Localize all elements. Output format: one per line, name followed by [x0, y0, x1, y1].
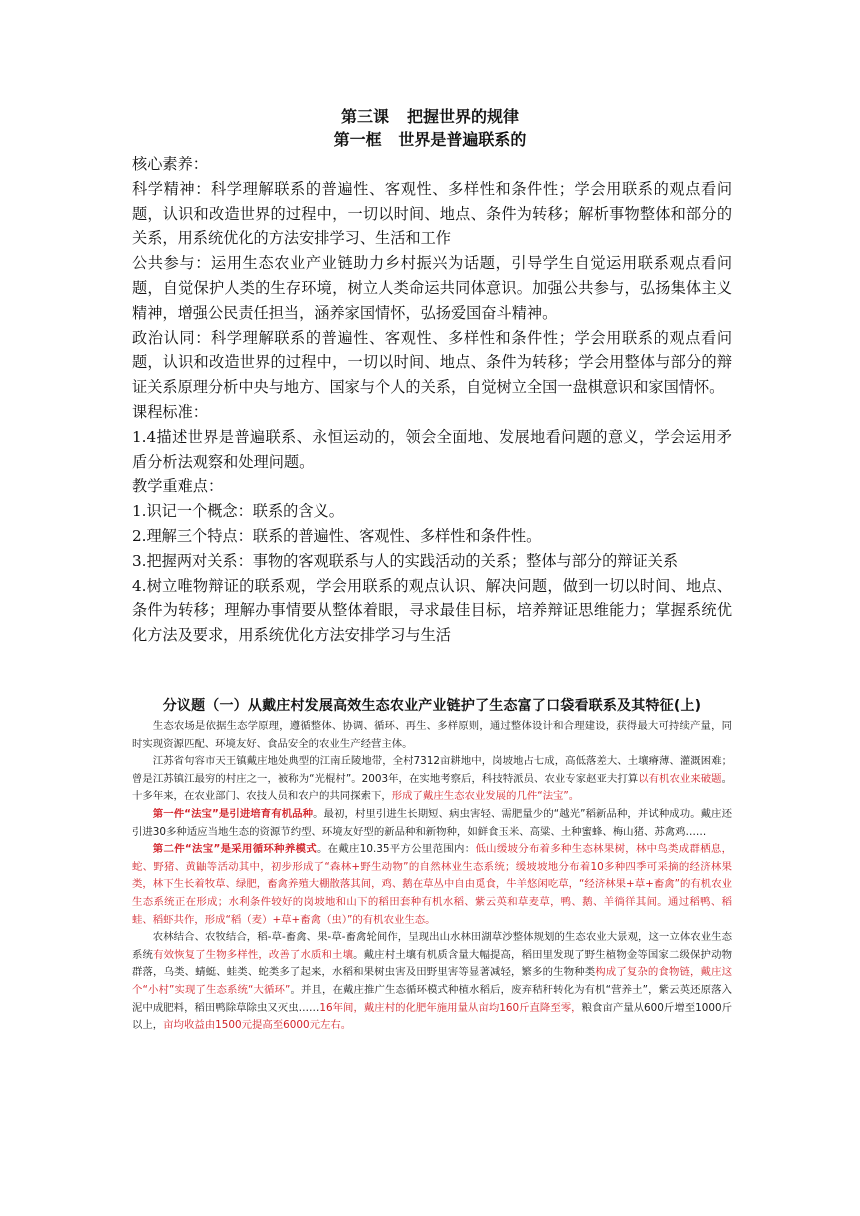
- highlight-text: 第一件“法宝”是引进培育有机品种: [152, 807, 314, 820]
- text-run: 粮食亩产量从600斤增至1000斤以上，: [132, 1001, 733, 1032]
- text-run: 农林结合、农牧结合，稻-草-畜禽、果-草-畜禽轮间作，呈现出山水林田湖草沙整体规划的生态农业大景观，这一立体农业生态系统: [132, 931, 732, 961]
- figure-paragraph-4: [132, 841, 732, 929]
- public-participation-paragraph: 公共参与：运用生态农业产业链助力乡村振兴为话题，引导学生自觉运用联系观点看问题，自觉保护人类的生存环境，树立人类命运共同体意识。加强公共参与，弘扬集体主义精神，增强公民责任担当，涵养家国情怀，弘扬爱国奋斗精神。: [132, 254, 732, 322]
- key-point-3: 3.把握两对关系：事物的客观联系与人的实践活动的关系；整体与部分的辩证关系: [132, 551, 679, 570]
- key-points-heading: 教学重难点：: [132, 477, 224, 496]
- lesson-title: [0, 106, 860, 128]
- key-point-2: 2.理解三个特点：联系的普遍性、客观性、多样性和条件性。: [132, 526, 542, 545]
- political-identity-paragraph: 政治认同：科学理解联系的普遍性、客观性、多样性和条件性；学会用联系的观点看问题，认识和改造世界的过程中，一切以时间、地点、条件为转移；学会用整体与部分的辩证关系原理分析中央与地方、国家与个人的关系，自觉树立全国一盘棋意识和家国情怀。: [132, 328, 732, 397]
- figure-title: 分议题（一）从戴庄村发展高效生态农业产业链护了生态富了口袋看联系及其特征(上): [162, 698, 702, 714]
- highlight-text: 亩均收益由1500元提高至6000元左右。: [163, 1019, 352, 1032]
- lesson-name: 把握世界的规律: [407, 107, 520, 126]
- curriculum-standard-paragraph: 1.4描述世界是普遍联系、永恒运动的，领会全面地、发展地看问题的意义，学会运用矛盾分析法观察和处理问题。: [132, 427, 732, 471]
- highlight-text: 第二件“法宝”是采用循环种养模式: [152, 843, 317, 856]
- text-run: 。戴庄村土壤有机质含量大幅提高，稻田里发现了野生植物金等国家二级保护动物群落，乌类、蜻蜓、蛙类、蛇类多了起来，水稻和果树虫害及田野里害等显著减轻，繁多的生物种类: [132, 948, 733, 979]
- highlight-text: 16年间，戴庄村的化肥年施用量从亩均160斤直降至零，: [319, 1001, 582, 1014]
- highlight-text: 有效恢复了生物多样性，改善了水质和土壤: [153, 948, 354, 961]
- science-spirit-paragraph: 科学精神：科学理解联系的普遍性、客观性、多样性和条件性；学会用联系的观点看问题，认识和改造世界的过程中，一切以时间、地点、条件为转移；解析事物整体和部分的关系，用系统优化的方法安排学习、生活和工作: [132, 179, 732, 248]
- text-run: 。最初，村里引进生长期短、病虫害轻、需肥量少的“越光”稻新品种，并试种成功。戴庄还引进30多种适应当地生态的资源节约型、环境友好型的新品种和新物种，如鲜食玉米、高粱、土种蜜蜂、梅山猪、苏禽鸡……: [132, 807, 732, 838]
- figure-paragraph-3: [132, 806, 732, 841]
- text-run: 。并且，在戴庄推广生态循环模式种植水稻后，废弃秸秆转化为有机“营养土”，紫云英还原落入泥中成肥料，稻田鸭除草除虫又灭虫……: [132, 983, 733, 1014]
- highlight-text: 形成了戴庄生态农业发展的几件“法宝”。: [391, 790, 580, 803]
- text-run: 。在戴庄10.35平方公里范围内：: [316, 843, 476, 856]
- section-title: 第一框 世界是普遍联系的: [333, 130, 527, 149]
- highlight-text: 低山缓坡分布着多种生态林果树，林中鸟类成群栖息，蛇、野猪、黄鼬等活动其中，初步形成了“森林+野生动物”的自然林业生态系统；缓坡坡地分布着10多种四季可采摘的经济林果类，林下生长着牧草、绿肥，畜禽养殖大棚散落其间，鸡、鹅在草丛中自由觅食，牛羊悠闲吃草，“经济林果+草+畜禽”的有机农业生态系统正在形成；水利条件较好的岗坡地和山下的稻田套种有机水稻、紫云英和草麦草，鸭、鹅、羊徜徉其间。通过稻鸭、稻蛙、稻虾共作，形成“稻（麦）+草+畜禽（虫）”的有机农业生态。: [132, 843, 732, 926]
- highlight-text: 构成了复杂的食物链，戴庄这个“小村”实现了生态系统“大循环”: [132, 966, 733, 996]
- figure-body: [132, 718, 732, 1035]
- text-run: 江苏省句容市天王镇戴庄地处典型的江南丘陵地带，全村7312亩耕地中，岗坡地占七成，高低落差大、土壤瘠薄、灌溉困难；曾是江苏镇江最穷的村庄之一，被称为“光棍村”。2003年，在实地考察后，科技特派员、农业专家赵亚夫打算: [132, 755, 732, 785]
- key-point-1: 1.识记一个概念：联系的含义。: [132, 502, 344, 521]
- figure-paragraph-2: [132, 753, 732, 806]
- figure-paragraph-1: 生态农场是依据生态学原理，遵循整体、协调、循环、再生、多样原则，通过整体设计和合理建设，获得最大可持续产量，同时实现资源匹配、环境友好、食品安全的农业生产经营主体。: [132, 720, 732, 750]
- figure-paragraph-5: [132, 929, 732, 1035]
- key-point-4: 4.树立唯物辩证的联系观，学会用联系的观点认识、解决问题，做到一切以时间、地点、条件为转移；理解办事情要从整体着眼，寻求最佳目标，培养辩证思维能力；掌握系统优化方法及要求，用系统优化方法安排学习与生活: [132, 576, 732, 645]
- core-literacy-heading: 核心素养：: [132, 155, 208, 173]
- lesson-number: 第三课: [340, 107, 389, 126]
- curriculum-standard-heading: 课程标准：: [132, 402, 208, 421]
- document-body: [132, 152, 732, 648]
- text-run: 。十多年来，在农业部门、农技人员和农户的共同探索下，: [132, 772, 732, 803]
- highlight-text: 以有机农业来破题: [638, 772, 722, 785]
- case-study-figure: [132, 696, 732, 1086]
